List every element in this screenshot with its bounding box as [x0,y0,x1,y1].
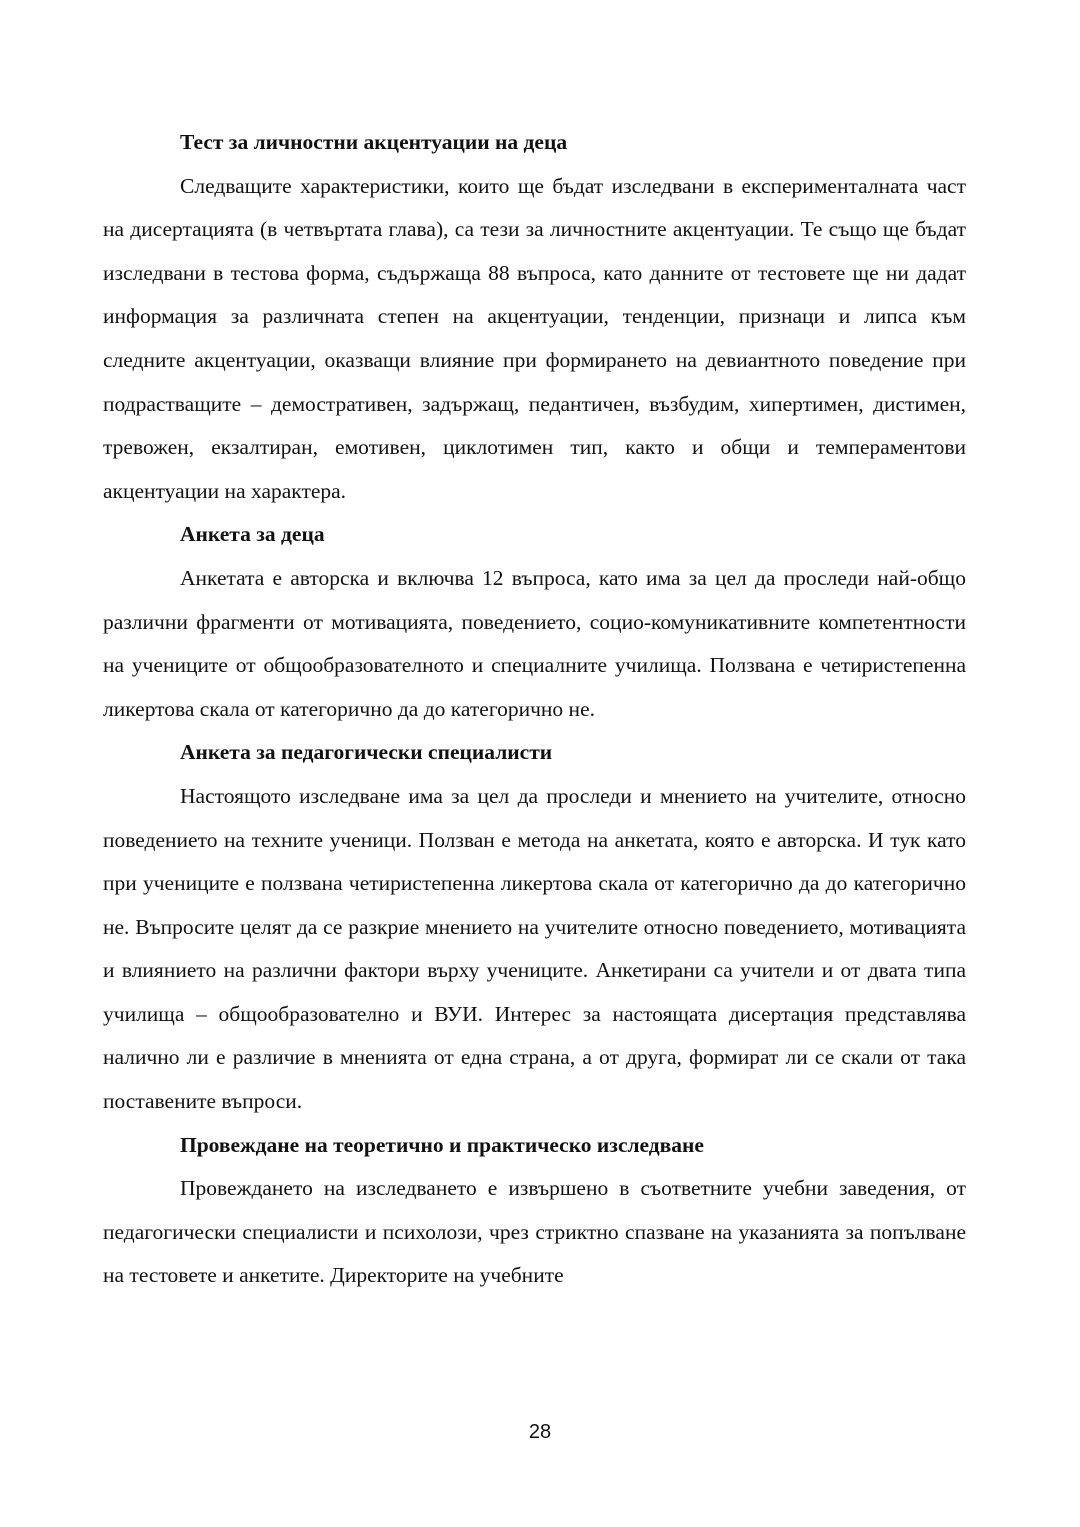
section-paragraph: Настоящото изследване има за цел да проследи и мнението на учителите, относно поведението на техните ученици. Ползван е метода на анкетата, която е авторска. И тук като при учениците е ползвана четиристепенна ликертова скала от категорично да до категорично не. Въпросите целят да се разкрие мнението на учителите относно поведението, мотивацията и влиянието на различни фактори върху учениците. Анкетирани са учители и от двата типа училища – общообразователно и ВУИ. Интерес за настоящата дисертация представлява налично ли е различие в мненията от една страна, а от друга, формират ли се скали от така поставените въпроси. [103,783,966,1114]
section-personality-test [103,121,966,513]
section-paragraph: Анкетата е авторска и включва 12 въпроса, като има за цел да проследи най-общо различни фрагменти от мотивацията, поведението, социо-комуникативните компетентности на учениците от общообразователното и специалните училища. Ползвана е четиристепенна ликертова скала от категорично да до категорично не. [103,565,966,721]
section-heading: Анкета за деца [180,522,325,547]
section-teachers-survey [103,731,966,1123]
section-paragraph: Следващите характеристики, които ще бъдат изследвани в експерименталната част на дисертацията (в четвъртата глава), са тези за личностните акцентуации. Те също ще бъдат изследвани в тестова форма, съдържаща 88 въпроса, като данните от тестовете ще ни дадат информация за различната степен на акцентуации, тенденции, признаци и липса към следните акцентуации, оказващи влияние при формирането на девиантното поведение при подрастващите – демостративен, задържащ, педантичен, възбудим, хипертимен, дистимен, тревожен, екзалтиран, емотивен, циклотимен тип, както и общи и темпераментови акцентуации на характера. [103,173,966,503]
section-heading: Анкета за педагогически специалисти [180,740,553,765]
document-page [103,121,966,1298]
page-number: 28 [528,1421,552,1443]
section-heading: Тест за личностни акцентуации на деца [180,130,568,154]
section-research-conduct [103,1124,966,1298]
section-paragraph: Провеждането на изследването е извършено в съответните учебни заведения, от педагогически специалисти и психолози, чрез стриктно спазване на указанията за попълване на тестовете и анкетите. Директорите на учебните [103,1176,966,1288]
section-children-survey [103,513,966,731]
section-heading: Провеждане на теоретично и практическо изследване [180,1132,704,1157]
